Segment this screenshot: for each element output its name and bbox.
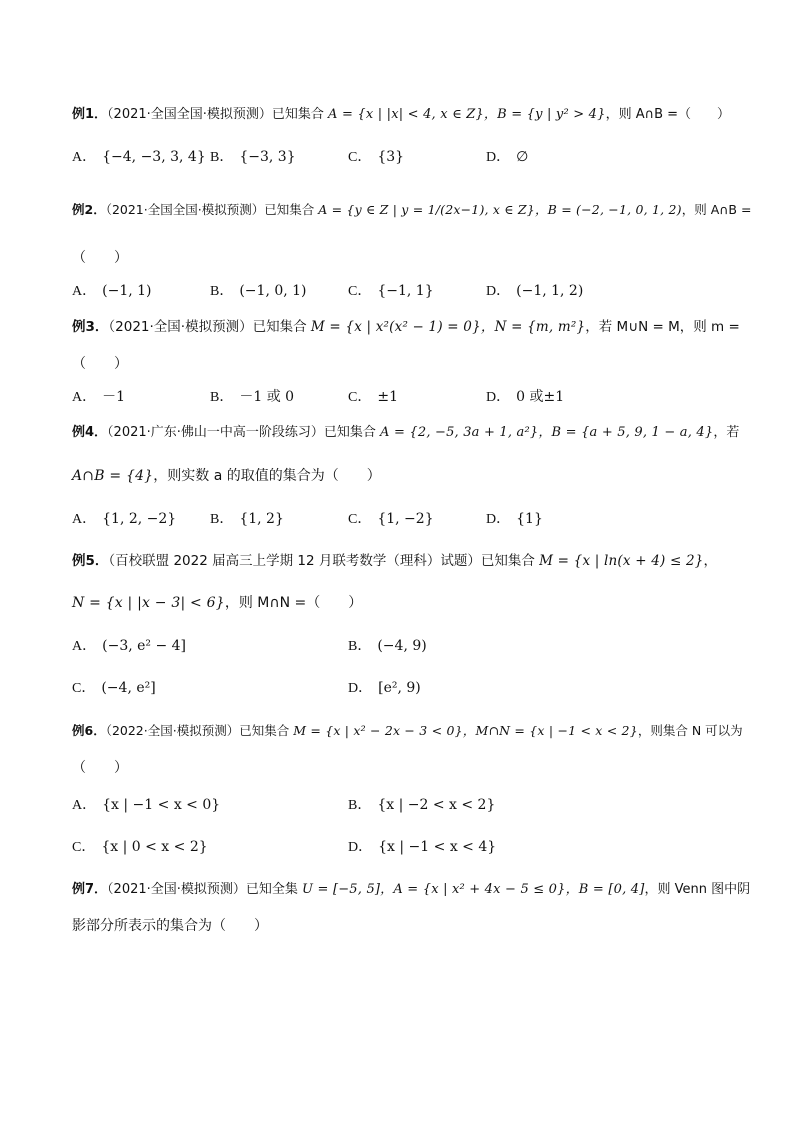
question-math: A = {x | |x| < 4, x ∈ Z}，B = {y | y² > 4} — [328, 107, 606, 122]
question-5-option-c: C． (−4, e²] — [72, 680, 156, 696]
question-tail: ，若 — [713, 425, 740, 440]
question-source: （2021·广东·佛山一中高一阶段练习）已知集合 — [107, 425, 381, 440]
question-label: 例4． — [72, 425, 108, 440]
question-2-option-a: A． (−1, 1) — [72, 283, 152, 299]
question-math: M = {x | x²(x² − 1) = 0}，N = {m, m²} — [310, 319, 586, 335]
question-2-option-d: D． (−1, 1, 2) — [486, 283, 584, 299]
question-label: 例5． — [72, 553, 109, 569]
question-1-option-c: C． {3} — [348, 149, 405, 165]
question-1-option-a: A． {−4, −3, 3, 4} — [72, 149, 206, 165]
question-1-stem-line-1 — [72, 105, 730, 125]
question-math: A = {2, −5, 3a + 1, a²}，B = {a + 5, 9, 1 − a, 4} — [380, 425, 714, 440]
question-5-stem-line-2: N = {x | |x − 3| < 6}，则 M∩N =（ ） — [72, 595, 363, 611]
question-2-option-b: B． (−1, 0, 1) — [210, 283, 307, 299]
question-3-option-b: B． －1 或 0 — [210, 389, 295, 405]
question-tail: ，则 A∩B = — [681, 202, 752, 217]
question-4-option-c: C． {1, −2} — [348, 511, 434, 527]
question-tail: ，则集合 N 可以为 — [637, 723, 743, 738]
question-source: （百校联盟 2022 届高三上学期 12 月联考数学（理科）试题）已知集合 — [108, 553, 540, 569]
question-label: 例2． — [72, 202, 106, 217]
question-6-stem-line-1 — [72, 721, 743, 741]
question-6-stem-line-2: （ ） — [72, 760, 128, 776]
question-source: （2021·全国·模拟预测）已知集合 — [108, 319, 311, 335]
question-2-stem-line-1 — [72, 200, 751, 220]
question-5-option-a: A． (−3, e² − 4] — [72, 638, 187, 654]
question-3-stem-line-1 — [72, 317, 740, 337]
question-label: 例1． — [72, 107, 108, 122]
question-label: 例3． — [72, 319, 109, 335]
question-label: 例6． — [72, 723, 106, 738]
question-2-option-c: C． {−1, 1} — [348, 283, 434, 299]
question-3-option-a: A． －1 — [72, 389, 126, 405]
question-tail: ，则 A∩B =（ ） — [605, 107, 731, 122]
question-5-stem-line-1 — [72, 551, 717, 571]
question-6-option-d: D． {x | −1 < x < 4} — [348, 839, 497, 855]
question-3-stem-line-2: （ ） — [72, 356, 128, 372]
question-math: A = {y ∈ Z | y = 1/(2x−1), x ∈ Z}，B = (−2, −1, 0, 1, 2) — [318, 202, 682, 217]
question-5-option-b: B． (−4, 9) — [348, 638, 427, 654]
question-source: （2021·全国全国·模拟预测）已知集合 — [107, 107, 329, 122]
question-5-option-d: D． [e², 9) — [348, 680, 421, 696]
question-math: M = {x | x² − 2x − 3 < 0}，M∩N = {x | −1 < x < 2} — [293, 723, 638, 738]
question-4-stem-line-1 — [72, 423, 739, 443]
question-tail: ， — [703, 553, 718, 569]
question-7-stem-line-2: 影部分所表示的集合为（ ） — [72, 918, 268, 934]
question-2-stem-line-2: （ ） — [72, 250, 128, 266]
question-tail: ，若 M∪N = M，则 m = — [585, 319, 740, 335]
question-1-option-b: B． {−3, 3} — [210, 149, 296, 165]
question-source: （2021·全国·模拟预测）已知全集 — [107, 882, 303, 897]
question-math: U = [−5, 5]，A = {x | x² + 4x − 5 ≤ 0}，B = [0, 4] — [302, 882, 645, 897]
question-7-stem-line-1 — [72, 880, 750, 900]
question-6-option-b: B． {x | −2 < x < 2} — [348, 797, 496, 813]
question-3-option-c: C． ±1 — [348, 389, 398, 405]
question-6-option-c: C． {x | 0 < x < 2} — [72, 839, 208, 855]
question-tail: ，则 Venn 图中阴 — [644, 882, 751, 897]
question-4-stem-line-2: A∩B = {4}，则实数 a 的取值的集合为（ ） — [72, 468, 381, 484]
question-4-option-b: B． {1, 2} — [210, 511, 284, 527]
question-1-option-d: D． ∅ — [486, 149, 529, 165]
question-label: 例7． — [72, 882, 108, 897]
question-source: （2022·全国·模拟预测）已知集合 — [105, 723, 294, 738]
question-4-option-d: D． {1} — [486, 511, 543, 527]
question-source: （2021·全国全国·模拟预测）已知集合 — [105, 202, 319, 217]
question-6-option-a: A． {x | −1 < x < 0} — [72, 797, 221, 813]
question-math: M = {x | ln(x + 4) ≤ 2} — [539, 553, 704, 569]
question-3-option-d: D． 0 或±1 — [486, 389, 565, 405]
question-4-option-a: A． {1, 2, −2} — [72, 511, 177, 527]
